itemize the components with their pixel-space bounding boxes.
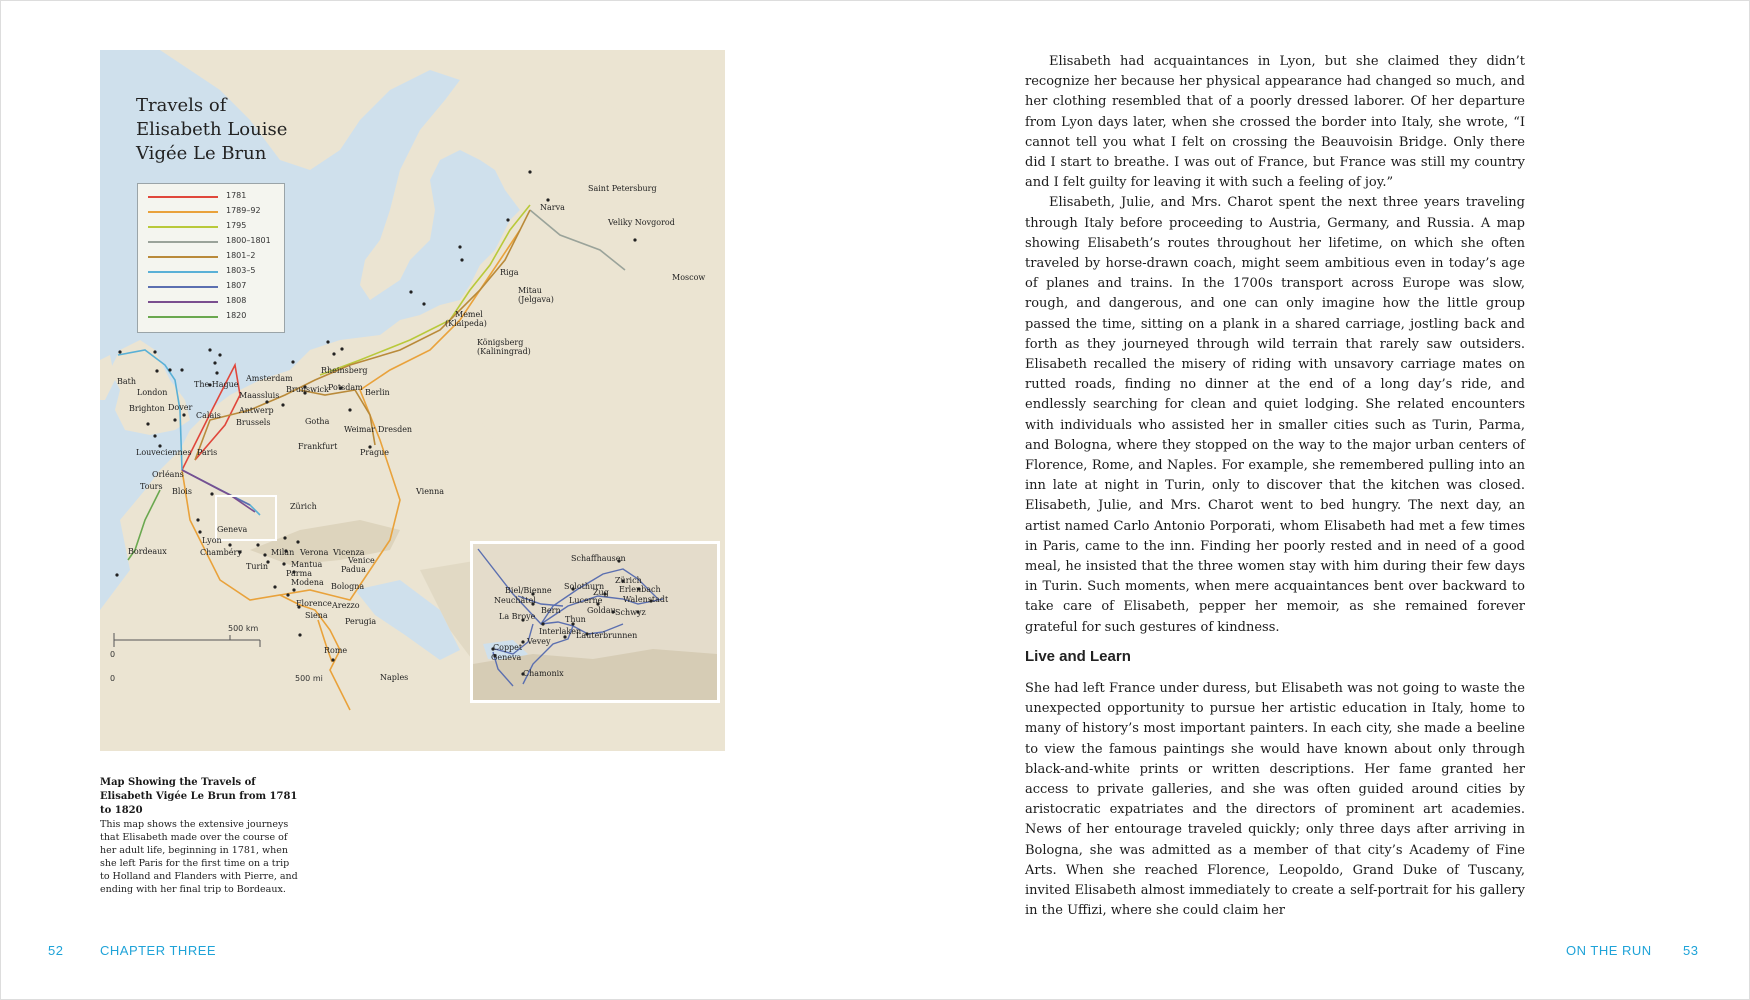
city-label: Brussels: [236, 418, 271, 427]
inset-city-label: Biel/Bienne: [505, 586, 552, 595]
city-label: Brunswick: [286, 385, 329, 394]
city-label: Dresden: [378, 425, 413, 434]
body-text-bottom: [1025, 679, 1525, 921]
city-label: Mantua: [291, 560, 323, 569]
land-ireland: [100, 355, 115, 400]
city-label: (Klaipeda): [445, 319, 487, 328]
city-label: Prague: [360, 448, 389, 457]
legend-label: 1789–92: [226, 206, 261, 215]
city-label: Paris: [197, 448, 218, 457]
inset-city-label: La Broye: [499, 612, 536, 621]
paragraph: Elisabeth had acquaintances in Lyon, but she claimed they didn’t recognize her because her physical appearance had changed so much, and her clothing resembled that of a poorly dressed laborer. Of her departure from Lyon days later, when she crossed the border into Italy, she wrote, “I cannot tell you what I felt on crossing the Beauvoisin Bridge. Only there did I start to breathe. I was out of France, but France was still my country and I felt guilty for leaving it with such a feeling of joy.”: [1025, 54, 1525, 191]
map-caption-body: This map shows the extensive journeys that Elisabeth made over the course of her adult life, beginning in 1781, when she left Paris for the first time on a trip to Holland and Flanders with Pierre, and ending with her final trip to Bordeaux.: [100, 819, 298, 895]
city-label: Potsdam: [328, 383, 363, 392]
inset-map: [473, 544, 717, 700]
inset-city-label: Erlenbach: [619, 585, 661, 594]
city-label: Bologna: [331, 582, 365, 591]
city-label: Brighton: [129, 404, 165, 413]
city-label: Blois: [172, 487, 192, 496]
paragraph: She had left France under duress, but Elisabeth was not going to waste the unexpected opportunity to pursue her artistic education in Italy, home to many of history’s most important painters. In each city, she made a beeline to view the famous paintings she would have known about only through black-and-white prints or written descriptions. Her fame granted her access to private galleries, and she was often guided around cities by aristocratic expatriates and the directors of prominent art academies. News of her entourage traveled quickly; only three days after arriving in Bologna, she was admitted as a member of that city’s Academy of Fine Arts. When she reached Florence, Leopoldo, Grand Duke of Tuscany, invited Elisabeth almost immediately to create a self-portrait for his gallery in the Uffizi, where she could claim her: [1025, 681, 1525, 919]
inset-city-label: Schaffhausen: [571, 554, 626, 563]
scale-label: 0: [110, 674, 116, 683]
city-label: Modena: [291, 578, 324, 587]
city-label: Bath: [117, 377, 137, 386]
city-label: Lyon: [202, 536, 222, 545]
city-label: Perugia: [345, 617, 377, 626]
city-label: Louveciennes: [136, 448, 192, 457]
legend-label: 1795: [226, 221, 247, 230]
running-head-right: ON THE RUN: [1566, 943, 1652, 958]
city-label: Geneva: [217, 525, 248, 534]
city-label: Chambéry: [200, 548, 242, 557]
inset-city-label: Interlaken: [539, 627, 582, 636]
city-label: Tours: [140, 482, 163, 491]
legend-swatch: [148, 316, 218, 318]
city-label: Parma: [286, 569, 312, 578]
city-label: Veliky Novgorod: [608, 218, 675, 227]
city-label: Rheinsberg: [321, 366, 368, 375]
city-label: Königsberg: [477, 338, 524, 347]
city-label: Rome: [324, 646, 348, 655]
body-text-top: [1025, 52, 1525, 638]
scale-label: 500 km: [228, 624, 259, 633]
switzerland-inset: [470, 541, 720, 703]
inset-city-label: Zürich: [615, 576, 642, 585]
inset-city-label: Walenstadt: [623, 595, 669, 604]
city-label: Verona: [300, 548, 329, 557]
map-title-line: Travels of: [136, 95, 227, 116]
travel-map: [100, 50, 725, 751]
city-label: Riga: [500, 268, 519, 277]
city-label: Siena: [305, 611, 328, 620]
legend-label: 1800–1801: [226, 236, 271, 245]
city-label: Berlin: [365, 388, 390, 397]
map-legend: [137, 183, 285, 333]
city-label: Calais: [196, 411, 221, 420]
city-label: Vienna: [416, 487, 445, 496]
city-label: Frankfurt: [298, 442, 338, 451]
legend-label: 1807: [226, 281, 247, 290]
inset-city-label: Thun: [565, 615, 586, 624]
scale-label: 0: [110, 650, 116, 659]
legend-swatch: [148, 256, 218, 258]
inset-city-label: Chamonix: [523, 669, 564, 678]
city-label: Narva: [540, 203, 565, 212]
inset-city-label: Geneva: [491, 653, 522, 662]
map-caption-title: Map Showing the Travels of Elisabeth Vigée Le Brun from 1781 to 1820: [100, 777, 298, 816]
city-label: (Jelgava): [518, 295, 554, 304]
legend-swatch: [148, 211, 218, 213]
city-label: Amsterdam: [246, 374, 293, 383]
page-number-right: 53: [1683, 943, 1699, 958]
city-label: Florence: [296, 599, 332, 608]
city-label: Maassluis: [239, 391, 280, 400]
city-label: London: [137, 388, 168, 397]
inset-city-label: Vevey: [527, 637, 551, 646]
city-label: Mitau: [518, 286, 542, 295]
city-label: Venice: [348, 556, 375, 565]
legend-swatch: [148, 301, 218, 303]
inset-city-label: Bern: [541, 606, 561, 615]
city-label: Arezzo: [332, 601, 360, 610]
paragraph: Elisabeth, Julie, and Mrs. Charot spent the next three years traveling through Italy before proceeding to Austria, Germany, and Russia. A map showing Elisabeth’s routes throughout her lifetime, on which she often traveled by horse-drawn coach, might seem ambitious even in today’s age of planes and trains. In the 1700s transport across Europe was slow, rough, and dangerous, and one can only imagine how the little group passed the time, sitting on a plank in a shared carriage, jostling back and forth as they journeyed through wild terrain that rarely saw outsiders. Elisabeth recalled the misery of riding with unsavory carriage mates on rutted roads, finding no dinner at the end of a long day’s ride, and endlessly searching for clean and quiet lodging. She related encounters with individuals who assisted her in smaller cities such as Turin, Parma, and Bologna, where they stopped on the way to the major urban centers of Florence, Rome, and Naples. For example, she remembered pulling into an inn late at night in Turin, only to discover that the kitchen was closed. Elisabeth, Julie, and Mrs. Charot went to bed hungry. The next day, an artist named Carlo Antonio Porporati, whom Elisabeth had met a few times in Paris, came to the inn. Finding her poorly rested and in need of a good meal, he insisted that the three women stay with him during their few days in Turin. Such moments, when mere acquaintances bent over backward to take care of Elisabeth, pepper her memoir, as she remained forever grateful for such gestures of kindness.: [1025, 195, 1525, 635]
city-label: (Kaliningrad): [477, 347, 531, 356]
inset-city-label: Lauterbrunnen: [576, 631, 638, 640]
map-title-line: Vigée Le Brun: [136, 143, 267, 164]
scale-label: 500 mi: [295, 674, 323, 683]
legend-label: 1808: [226, 296, 247, 305]
city-label: Padua: [341, 565, 366, 574]
map-title: [136, 94, 287, 166]
page-number-left: 52: [48, 943, 64, 958]
legend-label: 1803–5: [226, 266, 256, 275]
city-label: The Hague: [194, 380, 239, 389]
inset-city-label: Solothurn: [564, 582, 605, 591]
running-head-left: CHAPTER THREE: [100, 943, 217, 958]
city-label: Gotha: [305, 417, 330, 426]
city-label: Milan: [271, 548, 295, 557]
city-label: Bordeaux: [128, 547, 167, 556]
land-sardinia: [250, 675, 268, 720]
inset-city-label: Goldau: [587, 606, 616, 615]
legend-swatch: [148, 271, 218, 273]
legend-label: 1781: [226, 191, 247, 200]
inset-city-label: Schwyz: [615, 608, 646, 617]
section-heading: Live and Learn: [1025, 648, 1131, 665]
legend-swatch: [148, 286, 218, 288]
legend-label: 1801–2: [226, 251, 256, 260]
city-label: Orléans: [152, 470, 184, 479]
city-label: Weimar: [344, 425, 376, 434]
inset-city-label: Coppet: [493, 643, 523, 652]
city-label: Turin: [246, 562, 269, 571]
city-label: Antwerp: [239, 406, 274, 415]
city-label: Vicenza: [333, 548, 365, 557]
legend-swatch: [148, 241, 218, 243]
legend-label: 1820: [226, 311, 247, 320]
inset-city-label: Zug: [593, 588, 609, 597]
city-label: Moscow: [672, 273, 706, 282]
city-label: Dover: [168, 403, 193, 412]
legend-swatch: [148, 226, 218, 228]
map-title-line: Elisabeth Louise: [136, 119, 288, 140]
city-label: Saint Petersburg: [588, 184, 657, 193]
city-label: Memel: [455, 310, 483, 319]
inset-city-label: Neuchâtel: [494, 596, 536, 605]
city-label: Naples: [380, 673, 409, 682]
inset-city-label: Lucerne: [569, 596, 603, 605]
city-label: Zürich: [290, 502, 317, 511]
legend-swatch: [148, 196, 218, 198]
